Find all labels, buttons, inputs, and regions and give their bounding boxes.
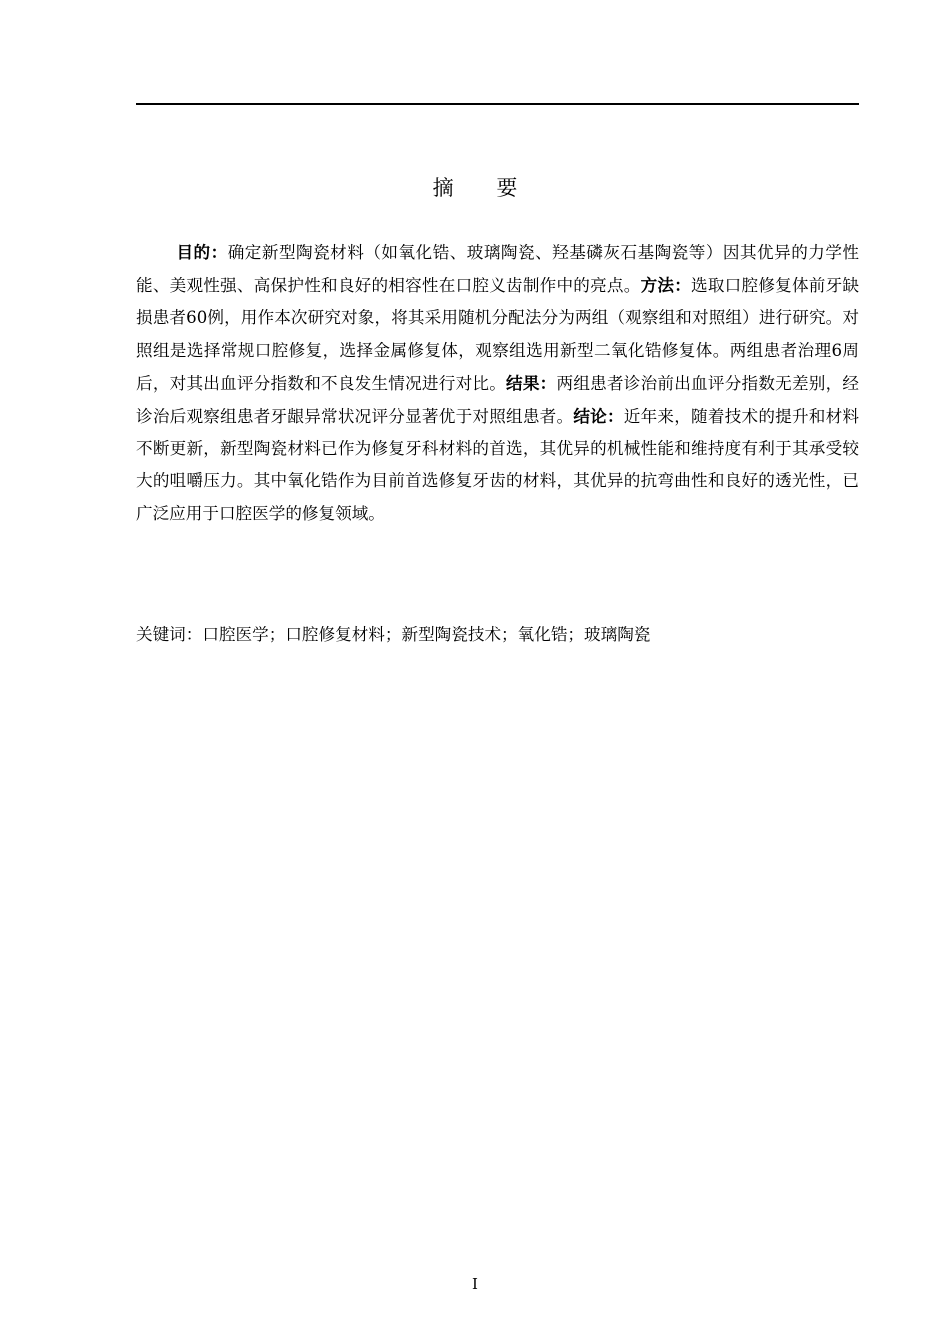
method-text: 选取口腔修复体前牙缺损患者60例，用作本次研究对象，将其采用随机分配法分为两组（观察组和对照组）进行研究。对照组是选择常规口腔修复，选择金属修复体，观察组选用新型二氧化锆修复体。两组患者治理6周后，对其出血评分指数和不良发生情况进行对比。 <box>136 276 860 393</box>
abstract-paragraph <box>136 236 859 530</box>
purpose-label: 目的： <box>176 242 228 262</box>
page-number: I <box>472 1275 478 1293</box>
conclusion-text: 近年来，随着技术的提升和材料不断更新，新型陶瓷材料已作为修复牙科材料的首选，其优异的机械性能和维持度有利于其承受较大的咀嚼压力。其中氧化锆作为目前首选修复牙齿的材料，其优异的抗弯曲性和良好的透光性，已广泛应用于口腔医学的修复领域。 <box>136 407 860 523</box>
method-label: 方法： <box>640 275 692 296</box>
result-text: 两组患者诊治前出血评分指数无差别，经诊治后观察组患者牙龈异常状况评分显著优于对照组患者。 <box>136 373 860 427</box>
keywords-label: 关键词： <box>136 625 203 644</box>
abstract-title: 摘 要 <box>432 176 536 200</box>
conclusion-label: 结论： <box>573 406 624 427</box>
result-label: 结果： <box>506 372 557 393</box>
header-rule <box>136 103 859 105</box>
keywords-line <box>136 619 859 651</box>
keywords-text: 口腔医学；口腔修复材料；新型陶瓷技术；氧化锆；玻璃陶瓷 <box>202 625 651 644</box>
purpose-text: 确定新型陶瓷材料（如氧化锆、玻璃陶瓷、羟基磷灰石基陶瓷等）因其优异的力学性能、美观性强、高保护性和良好的相容性在口腔义齿制作中的亮点。 <box>136 243 860 296</box>
